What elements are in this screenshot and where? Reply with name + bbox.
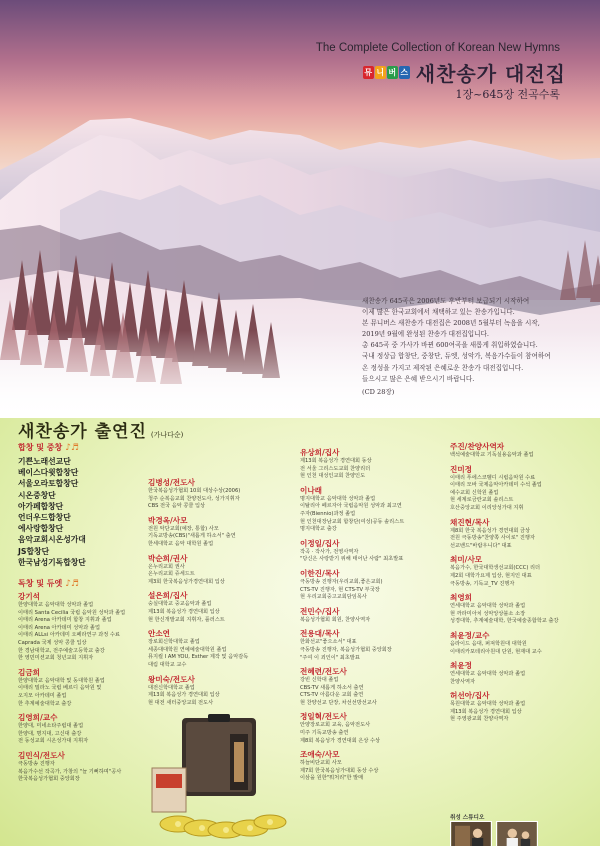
music-note-icon: ♪♬ [65, 442, 80, 453]
performer-line: 대전신학대학교 졸업 [148, 684, 195, 691]
performer-entry [18, 592, 148, 663]
performer-line: 현 우리교회중고교회담임목사 [300, 594, 367, 601]
brand-char-3: 버 [388, 68, 397, 77]
performer-line: 기독교방송(CBS)"새롭게 하소서" 출연 [148, 533, 236, 540]
performer-line: 음라이드 음대, 퍼져학원대 대학원 [450, 640, 527, 647]
performer-line: 한 경남대학교, 전주예술고등학교 출강 [18, 647, 105, 654]
performer-line: 숭실대학교 중교음악과 졸업 [148, 601, 212, 608]
performer-name: 주진/찬양사역자 [450, 442, 505, 451]
performers-title-main: 새찬송가 출연진 [18, 422, 147, 442]
performer-line: 이태리 Santa Cecilia 국립 음악원 성악과 졸업 [18, 609, 126, 616]
performer-line: 한국복음성가협회 중앙회장 [18, 776, 80, 783]
performer-line: 강빈 신학대 졸업 [300, 677, 339, 684]
performer-name: 허선아/집사 [450, 691, 490, 701]
performers-title-sub: (가나다순) [150, 431, 184, 439]
performer-line: 이태리 모바 국제음악아카데미 수석 졸업 [450, 482, 542, 489]
cover-photo-section [0, 0, 600, 418]
performer-name: 김금희 [18, 667, 41, 677]
performer-line: 복음성가협회 회원, 찬양사역자 [300, 616, 371, 623]
performer-entry [300, 712, 450, 745]
performer-line: 이태리 Arena 아카데미 합창 지휘과 졸업 [18, 617, 112, 624]
duet-heading [18, 578, 148, 589]
performer-line: 한양대, 미네소타주립대 졸업 [18, 723, 84, 730]
performer-line: 한양대, 명지대, 고신대 출강 [18, 730, 82, 737]
performers-title [18, 417, 183, 442]
performer-line: 연세대학교 음악대학 성악과 졸업 [450, 603, 526, 610]
performer-line: 이태리 ALLsi 아카데미 오페라연구 과정 수료 [18, 632, 120, 639]
intro-line: 온 정성을 가지고 제작된 은혜로운 찬송가 대전집입니다. [362, 363, 524, 372]
performer-entry [300, 448, 450, 481]
choir-heading [18, 442, 148, 453]
performer-line: 오지모 아카데미 졸업 [18, 692, 67, 699]
performer-line: 작곡 · 작사가, 전영사역자 [300, 548, 359, 555]
performer-entry [148, 478, 296, 511]
performer-name: 진미정 [450, 464, 473, 474]
column-2 [148, 478, 296, 712]
choir-item: JS합창단 [18, 546, 50, 556]
performer-entry [450, 442, 596, 460]
performer-line: 제7회 한국복음성가대회 동상 수상 [300, 767, 379, 774]
performer-line: 한양대학교 음악대학 성악과 졸업 [18, 602, 94, 609]
performer-entry [450, 661, 596, 686]
performer-name: 이한진/목사 [300, 568, 340, 578]
performer-line: 이태리카포테리아원대 단원, 현재대 교수 [450, 648, 542, 655]
performer-line: 전 서울 그리스도교회 찬양리더 [300, 465, 371, 472]
performer-line: CTS-TV 진행자, 현 CTS-TV 부국장 [300, 586, 380, 593]
performer-entry [300, 539, 450, 564]
intro-line: 본 뮤니버스 새찬송가 대전집은 2008년 5월부터 녹음을 시작, [362, 319, 540, 328]
performer-line: 미주 기독교방송 출연 [300, 730, 349, 737]
performer-line: 한 추계예술대학교 출강 [18, 700, 72, 707]
performer-line: 현 인천 대성인교회 찬양인도 [300, 473, 366, 480]
intro-line: 들으시고 많은 은혜 받으시기 바랍니다. [362, 374, 475, 383]
intro-line: 2019년 9월에 완성된 찬송가 대전집입니다. [362, 330, 489, 339]
performer-line: 전원 악단교회(예장, 통합) 사모 [148, 525, 219, 532]
performer-line: 백석예술대학교 기독실용음악과 졸업 [450, 452, 534, 458]
performer-name: 이정일/집사 [300, 538, 340, 548]
performer-line: 현 주영광교회 찬양사역자 [450, 716, 509, 723]
performer-entry [300, 629, 450, 662]
performer-line: 제8회 한국 복음성가 경연대회 금상 [450, 527, 531, 534]
performer-name: 최윤정 [450, 661, 473, 671]
title-row [363, 58, 566, 87]
performer-line: 이탈리아 페르자아 국립음악원 성악과 최고연 [300, 503, 402, 510]
performer-line: 대림 대학교 교수 [148, 661, 187, 668]
performer-line: 이태리 Arena 아카데미 성악과 졸업 [18, 624, 100, 631]
performer-line: 예수교회 신학원 졸업 [450, 489, 499, 496]
performer-entry [300, 750, 450, 783]
performer-line: 뮤지컬 I AM YOU, Esther 제작 및 음악감독 [148, 654, 249, 661]
choir-item: 아가페합창단 [18, 501, 64, 511]
performer-line: 한 영민미션교회 청년교회 지휘자 [18, 655, 94, 662]
performer-line: 이삼을 원한"뭐처리"한 발매 [300, 775, 364, 782]
studio-photo [496, 821, 538, 846]
performer-entry [18, 713, 148, 746]
performer-line: 현 한신개발교회 지휘자, 플러스트 [148, 616, 225, 623]
performer-name: 최영희 [450, 593, 473, 603]
performer-line: 온누리교회 쥬세드트 [148, 571, 195, 578]
performer-line: 현 세계로금란교회 솔리스트 [450, 497, 514, 504]
performer-entry [300, 569, 450, 602]
studio-label: 취성 스튜디오 [450, 815, 485, 821]
performer-line: 하늘비단교회 사모 [300, 760, 342, 767]
performer-name: 안소연 [148, 629, 171, 639]
performer-entry [300, 486, 450, 534]
performer-entry [148, 516, 296, 549]
performer-line: Caprada 국제 성악 콩쿨 입상 [18, 640, 87, 646]
choir-item: 시온중창단 [18, 490, 56, 500]
performer-name: 이나래 [300, 485, 323, 495]
performer-entry [148, 629, 296, 669]
music-note-icon: ♪♬ [65, 578, 80, 589]
performer-line: 한양대학교 음악대학 및 동대학원 졸업 [18, 677, 105, 684]
performer-name: 최윤정/교수 [450, 630, 490, 640]
performer-entry [300, 607, 450, 625]
korean-title: 새찬송가 대전집 [415, 62, 566, 86]
column-1 [18, 442, 148, 789]
performer-line: CTS-TV 아름다운 교회 출연 [300, 692, 364, 699]
performer-line: 제3회 한국복음성가경연대회 입상 [148, 578, 225, 585]
performer-line: 장로회신학대학교 졸업 [148, 639, 200, 646]
performer-line: 세종대대학원 연예예술대학원 졸업 [148, 646, 227, 653]
performer-name: 김민식/전도사 [18, 750, 65, 760]
performer-line: 청주 순복음교회 찬양전도사, 성가지휘자 [148, 495, 240, 502]
brand-char-4: 스 [400, 68, 409, 77]
performer-line: 안양장로교회 교육, 음악전도사 [300, 722, 371, 729]
performer-line: 연세대학교 음악대학 성악과 졸업 [450, 671, 526, 678]
performer-line: 찬양사역자 [450, 678, 476, 685]
brand-char-2: 니 [376, 68, 385, 77]
performer-name: 김병성/전도사 [148, 478, 195, 487]
performer-line: 명지대학교 출강 [300, 526, 337, 533]
subtitle: 1장~645장 전곡수록 [455, 88, 560, 101]
performer-line: 현 인천대장남교회 합창단(여성)공동 솔리스트 [300, 518, 405, 525]
performer-entry [18, 668, 148, 708]
performer-name: 전용대/목사 [300, 629, 340, 639]
performer-line: 명지대학교 음악대학 성악과 졸업 [300, 495, 376, 502]
intro-line: 새찬송가 645곡은 2006년도 후반부터 보급되기 시작하여 [362, 297, 530, 305]
performer-line: "주여 이 죄인이" 최초발표 [300, 654, 360, 661]
choir-item: 기쁜노래선교단 [18, 457, 71, 466]
performer-line: "당신은 사랑받기 위해 태어난 사람" 최초발표 [300, 556, 404, 563]
performer-entry [450, 518, 596, 551]
performer-name: 왕미숙/전도사 [148, 674, 195, 684]
brand-logo [363, 66, 410, 79]
performer-line: 호산중앙교회 이리앙성가대 지휘 [450, 504, 524, 511]
performer-entry [450, 465, 596, 513]
performer-line: 한화선교"좋으소서" 대표 [300, 639, 357, 646]
performer-entry [148, 591, 296, 624]
intro-text [362, 296, 584, 398]
choir-item: 서울오라토합창단 [18, 479, 79, 489]
column-3 [300, 448, 450, 788]
performer-line: 제8회 복음성가 경연대회 은상 수상 [300, 737, 381, 744]
english-title: The Complete Collection of Korean New Hymns [315, 42, 560, 54]
performer-line: 현 대전 새터중앙교회 전도사 [148, 699, 214, 706]
performer-entry [450, 691, 596, 724]
studio-photo [450, 821, 492, 846]
performer-entry [18, 751, 148, 784]
performer-line: 전원 극동방송"찬양쪽 사이로" 진행자 [450, 535, 535, 542]
choir-item: 음악교회시온성가대 [18, 535, 86, 545]
performer-line: 한국복음성가협회 10회 대상수상(2006) [148, 488, 241, 494]
choir-item: 에사랑합창단 [18, 524, 64, 534]
duet-heading-label: 독창 및 듀엣 [18, 579, 63, 589]
performer-name: 채진현/목사 [450, 517, 490, 527]
performer-line: 목원대학교 음악대학 성악과 졸업 [450, 701, 526, 708]
performer-line: 극동방송 진행자(우리교회,좋은교회) [300, 578, 383, 585]
performer-name: 박순희/권사 [148, 553, 188, 563]
performer-name: 유상희/집사 [300, 448, 340, 457]
performer-name: 설은희/집사 [148, 591, 188, 601]
performer-line: 전 동성교회 시온성가대 지휘자 [18, 738, 89, 745]
performer-line: 제13회 복음성가 경연대회 입상 [450, 708, 522, 715]
performer-name: 조애숙/사모 [300, 750, 340, 760]
performer-line: 주자(Biennio)과정 졸업 [300, 510, 356, 517]
performer-line: 복음가수선 작곡가, 가창의 "늘 기뻐하며"공사 [18, 768, 122, 775]
cd-box-set-image [148, 714, 290, 844]
performer-line: 현 까라미아치 성악앙상블소 소장 [450, 610, 526, 617]
performer-name: 전민수/집사 [300, 606, 340, 616]
brand-char-1: 뮤 [364, 68, 373, 77]
performer-line: 선교밴드"바람우니다" 대표 [450, 542, 512, 549]
performer-line: 제13회 복음성가 경연대회 입상 [148, 692, 220, 699]
performer-name: 강기석 [18, 592, 41, 602]
studio-photos [450, 821, 538, 846]
intro-line: 총 645곡 중 가사가 바뀐 600여곡을 새롭게 취입하였습니다. [362, 341, 538, 350]
performer-line: 제13회 복음성가 경연대회 동상 [300, 458, 372, 464]
performer-line: CBS 전국 음악 콩쿨 입상 [148, 503, 206, 510]
performer-entry [300, 667, 450, 707]
performer-entry [148, 554, 296, 587]
cd-count-note: (CD 28장) [362, 387, 395, 396]
performers-panel [0, 418, 600, 846]
performer-line: CBS-TV 새롭게 하소서 출연 [300, 684, 364, 691]
choir-heading-label: 합창 및 중창 [18, 443, 63, 452]
performer-line: 제13회 복음성가 경연대회 입상 [148, 608, 220, 615]
performer-name: 박경옥/사모 [148, 515, 188, 525]
performer-line: 복음가수, 한국대학생선교회(CCC) 리더 [450, 565, 541, 572]
performer-entry [148, 675, 296, 708]
performer-name: 정일혁/전도사 [300, 712, 347, 722]
choir-item: 한국남성기독합창단 [18, 557, 86, 567]
performer-name: 최미/사모 [450, 555, 483, 565]
performer-entry [450, 555, 596, 588]
choir-item: 베이스다윗합창단 [18, 468, 79, 478]
performer-line: 극동방송 진행자, 복음성가협회 중앙회장 [300, 646, 392, 653]
performer-line: 이태리 푸에스코벨디 시립음악원 수료 [450, 474, 536, 481]
intro-line: 국내 정상급 합창단, 중창단, 듀엣, 성악가, 복음가수들이 참여하여 [362, 352, 551, 361]
performer-line: 극동방송, 기독교_TV 진행자 [450, 580, 515, 587]
performer-name: 전혜련/전도사 [300, 667, 347, 677]
performer-line: 현 찬양선교 단장, 차선선방선교사 [300, 699, 377, 706]
performer-entry [450, 593, 596, 626]
performer-line: 성경대학, 추계예술대학, 한국예술종합학교 출강 [450, 618, 559, 625]
performer-line: 한세대학교 음악 대학원 졸업 [148, 540, 214, 547]
choir-item: 언더우드합창단 [18, 513, 71, 523]
column-4 [450, 442, 596, 729]
performer-name: 김영희/교수 [18, 713, 58, 723]
performer-line: 제2회 대학가요제 입상, 현지인 대표 [450, 572, 532, 579]
performer-entry [450, 631, 596, 656]
performer-line: 온누리교회 권사 [148, 563, 185, 570]
performer-line: 극동방송 진행자 [18, 760, 55, 767]
intro-line: 이제 많은 한국교회에서 채택하고 있는 찬송가입니다. [362, 308, 515, 317]
performer-line: 이태리 밀라노 국립 베르디 음악원 및 [18, 685, 102, 692]
